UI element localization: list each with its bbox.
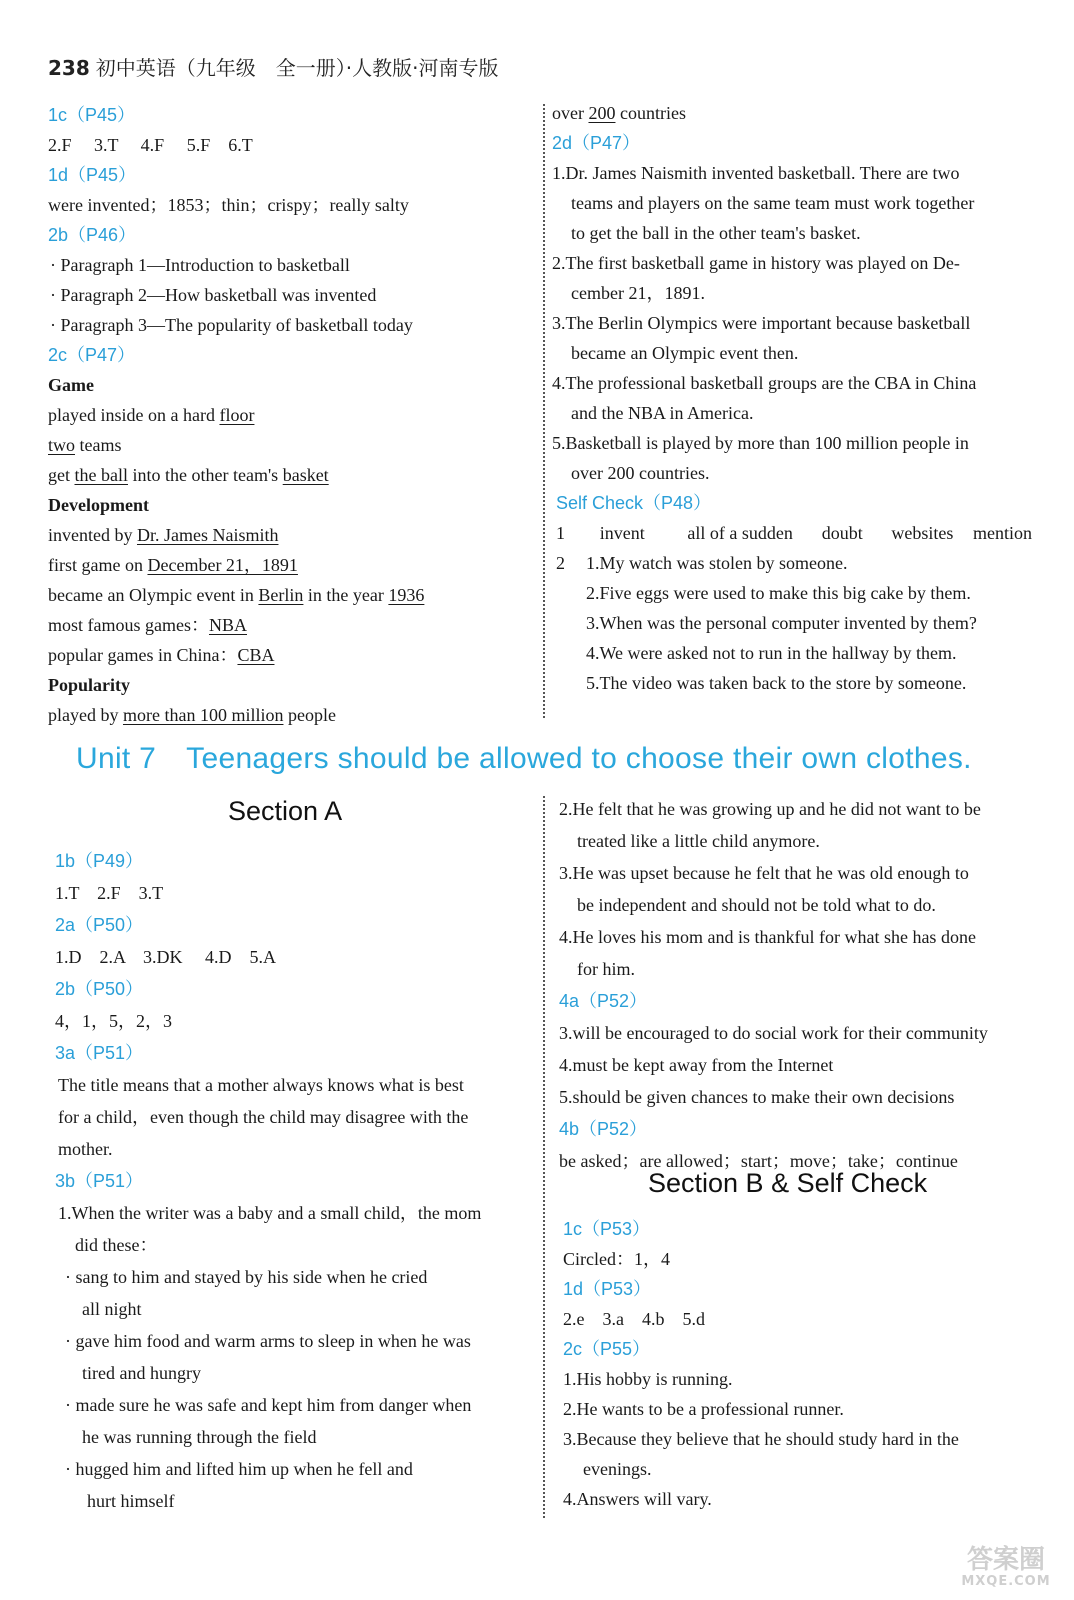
text: first game on (48, 555, 148, 575)
sentence-answer: 1.My watch was stolen by someone. (586, 553, 848, 573)
self-check-2 (552, 548, 1032, 578)
answer-3a: The title means that a mother always knows what is best (58, 1075, 464, 1095)
answer-2c-b: 2.He wants to be a professional runner. (563, 1399, 844, 1419)
watermark (946, 1546, 1066, 1594)
answer-blank: Dr. James Naismith (136, 525, 279, 545)
text: over (552, 103, 589, 123)
subheading-popularity: Popularity (48, 675, 131, 695)
heading-1c-b: 1c（P53） (563, 1219, 651, 1239)
answer-2b-a: 4，1，5，2，3 (55, 1011, 172, 1031)
continued-line (552, 98, 1032, 128)
heading-3b: 3b（P51） (55, 1171, 144, 1191)
item-number: 2 (556, 553, 565, 573)
list-item-cont: hurt himself (87, 1491, 175, 1511)
heading-1b: 1b（P49） (55, 851, 144, 871)
development-line-2 (48, 550, 538, 580)
answer-1d-b: 2.e 3.a 4.b 5.d (563, 1309, 705, 1329)
answer-3b-3: 3.He was upset because he felt that he was old enough to (559, 863, 969, 883)
word-answer: mention (973, 523, 1033, 543)
answer-3b-2: 2.He felt that he was growing up and he did not want to be (559, 799, 981, 819)
subheading-development: Development (48, 495, 149, 515)
section-a-title: Section A (228, 796, 343, 826)
text: played inside on a hard (48, 405, 220, 425)
answer-2d-2: 2.The first basketball game in history was played on De- (552, 253, 960, 273)
text: into the other team's (127, 465, 283, 485)
heading-self-check: Self Check（P48） (556, 493, 712, 513)
text: most famous games： (48, 615, 209, 635)
list-item-cont: he was running through the field (82, 1427, 317, 1447)
answer-2d-5-cont: over 200 countries. (571, 463, 710, 483)
upper-right-column (552, 98, 1032, 698)
answer-2d-1: 1.Dr. James Naismith invented basketball. There are two (552, 163, 960, 183)
answer-blank: floor (219, 405, 255, 425)
sentence-answer: 3.When was the personal computer invented by them? (586, 613, 977, 633)
answer-2d-3: 3.The Berlin Olympics were important because basketball (552, 313, 971, 333)
book-title: 初中英语（九年级 全一册）·人教版·河南专版 (95, 56, 499, 80)
development-line-3 (48, 580, 538, 610)
answer-2c-b: 4.Answers will vary. (563, 1489, 712, 1509)
lower-right-column-b (563, 1214, 1037, 1514)
answer-2d-1-cont: to get the ball in the other team's basket. (571, 223, 861, 243)
column-divider-lower (543, 796, 545, 1518)
answer-blank: NBA (208, 615, 247, 635)
answer-blank: Berlin (258, 585, 304, 605)
heading-4a: 4a（P52） (559, 991, 648, 1011)
answer-2a: 1.D 2.A 3.DK 4.D 5.A (55, 947, 277, 967)
lower-right-column (559, 793, 1037, 1177)
answer-4a: 3.will be encouraged to do social work for their community (559, 1023, 988, 1043)
text: popular games in China： (48, 645, 238, 665)
answer-blank: 1936 (388, 585, 425, 605)
answer-blank: December 21，1891 (147, 555, 298, 575)
unit-heading: Teenagers should be allowed to choose their own clothes. (186, 742, 972, 775)
answer-3b-1: 1.When the writer was a baby and a small child，the mom (58, 1203, 482, 1223)
upper-left-column (48, 100, 538, 730)
heading-1c: 1c（P45） (48, 105, 136, 125)
answer-1b: 1.T 2.F 3.T (55, 883, 164, 903)
heading-4b: 4b（P52） (559, 1119, 648, 1139)
subheading-game: Game (48, 375, 94, 395)
text: teams (75, 435, 122, 455)
page-header (48, 52, 498, 82)
list-item: · Paragraph 3—The popularity of basketball today (50, 315, 413, 335)
word-answer: websites (891, 523, 954, 543)
answer-blank: more than 100 million (122, 705, 284, 725)
sentence-answer: 4.We were asked not to run in the hallway by them. (586, 643, 957, 663)
list-item: · sang to him and stayed by his side when he cried (65, 1267, 428, 1287)
unit-label: Unit 7 (76, 742, 157, 775)
text: people (283, 705, 336, 725)
page-number: 238 (48, 56, 90, 80)
list-item: · Paragraph 1—Introduction to basketball (50, 255, 350, 275)
answer-blank: basket (282, 465, 329, 485)
list-item-cont: all night (82, 1299, 142, 1319)
answer-2d-1-cont: teams and players on the same team must work together (571, 193, 975, 213)
heading-2a: 2a（P50） (55, 915, 144, 935)
answer-3b-3-cont: be independent and should not be told what to do. (577, 895, 936, 915)
word-answer: invent (599, 523, 645, 543)
list-item: · gave him food and warm arms to sleep in when he was (65, 1331, 471, 1351)
answer-1c: 2.F 3.T 4.F 5.F 6.T (48, 135, 253, 155)
heading-3a: 3a（P51） (55, 1043, 144, 1063)
text: invented by (48, 525, 137, 545)
answer-2c-b: 3.Because they believe that he should study hard in the (563, 1429, 959, 1449)
text: countries (615, 103, 686, 123)
word-answer: all of a sudden (687, 523, 793, 543)
self-check-1 (552, 518, 1032, 548)
answer-blank: CBA (237, 645, 275, 665)
game-line-2 (48, 430, 538, 460)
answer-2d-4: 4.The professional basketball groups are the CBA in China (552, 373, 977, 393)
text: in the year (303, 585, 389, 605)
answer-3b-4-cont: for him. (577, 959, 635, 979)
heading-1d: 1d（P45） (48, 165, 137, 185)
answer-2d-5: 5.Basketball is played by more than 100 million people in (552, 433, 969, 453)
answer-3b-1-cont: did these： (75, 1235, 158, 1255)
watermark-text: 答案圈 (966, 1545, 1045, 1575)
word-answer: doubt (821, 523, 863, 543)
column-divider-upper (543, 104, 545, 718)
answer-2c-b: 1.His hobby is running. (563, 1369, 733, 1389)
heading-1d-b: 1d（P53） (563, 1279, 652, 1299)
heading-2d: 2d（P47） (552, 133, 641, 153)
section-b-title: Section B & Self Check (648, 1168, 928, 1198)
game-line-3 (48, 460, 538, 490)
list-item: · hugged him and lifted him up when he fell and (65, 1459, 413, 1479)
answer-3a: mother. (58, 1139, 113, 1159)
popularity-line-1 (48, 700, 538, 730)
text: get (48, 465, 75, 485)
answer-1d: were invented；1853；thin；crispy；really salty (48, 195, 409, 215)
text: played by (48, 705, 123, 725)
text: became an Olympic event in (48, 585, 259, 605)
answer-blank: 200 (588, 103, 616, 123)
heading-2c: 2c（P47） (48, 345, 136, 365)
unit-title (76, 742, 1036, 784)
item-number: 1 (556, 523, 565, 543)
answer-2d-2-cont: cember 21，1891. (571, 283, 705, 303)
answer-blank: two (48, 435, 75, 455)
watermark-site: MXQE.COM (961, 1574, 1051, 1589)
answer-4a: 4.must be kept away from the Internet (559, 1055, 834, 1075)
answer-4a: 5.should be given chances to make their own decisions (559, 1087, 955, 1107)
answer-2d-4-cont: and the NBA in America. (571, 403, 754, 423)
answer-4b: be asked；are allowed；start；move；take；continue (559, 1151, 958, 1171)
list-item: · Paragraph 2—How basketball was invented (50, 285, 377, 305)
sentence-answer: 5.The video was taken back to the store by someone. (586, 673, 967, 693)
game-line-1 (48, 400, 538, 430)
sentence-answer: 2.Five eggs were used to make this big cake by them. (586, 583, 971, 603)
answer-2d-3-cont: became an Olympic event then. (571, 343, 799, 363)
answer-3a: for a child，even though the child may disagree with the (58, 1107, 469, 1127)
answer-blank: the ball (74, 465, 128, 485)
development-line-5 (48, 640, 538, 670)
heading-2b: 2b（P46） (48, 225, 137, 245)
lower-left-column (55, 845, 535, 1517)
development-line-4 (48, 610, 538, 640)
list-item: · made sure he was safe and kept him from danger when (65, 1395, 472, 1415)
answer-2c-b-cont: evenings. (583, 1459, 652, 1479)
heading-2b-a: 2b（P50） (55, 979, 144, 999)
development-line-1 (48, 520, 538, 550)
answer-3b-4: 4.He loves his mom and is thankful for what she has done (559, 927, 976, 947)
heading-2c-b: 2c（P55） (563, 1339, 651, 1359)
answer-1c-b: Circled：1，4 (563, 1249, 670, 1269)
list-item-cont: tired and hungry (82, 1363, 201, 1383)
answer-3b-2-cont: treated like a little child anymore. (577, 831, 820, 851)
